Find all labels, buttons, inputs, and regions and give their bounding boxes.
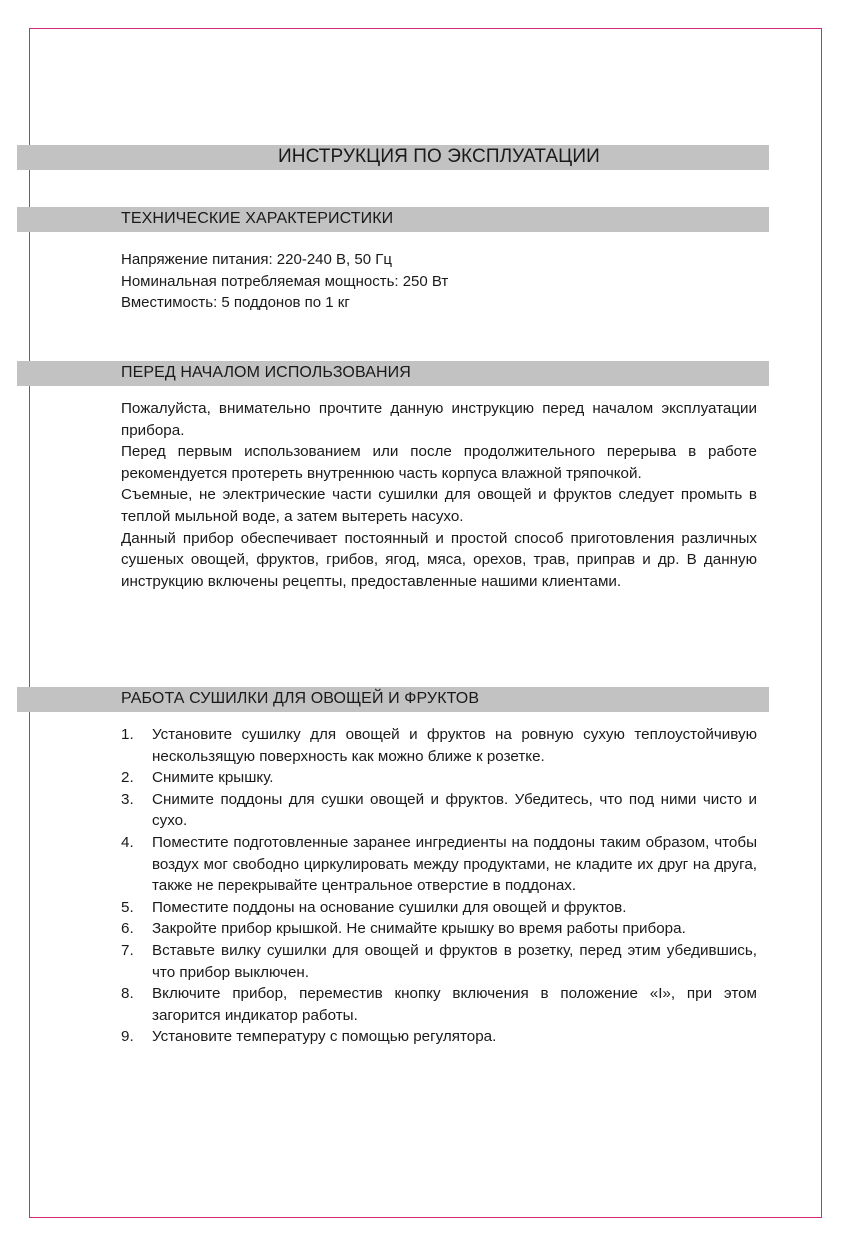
- operation-heading-bar: [17, 687, 769, 712]
- specs-list: [121, 249, 757, 314]
- before-use-heading: ПЕРЕД НАЧАЛОМ ИСПОЛЬЗОВАНИЯ: [121, 364, 411, 381]
- step-text: Поместите подготовленные заранее ингредиенты на поддоны таким образом, чтобы воздух мог свободно циркулировать между продуктами, не кладите их друг на друга, также не перекрывайте центральное отверстие в поддонах.: [152, 833, 757, 895]
- step-number: 9.: [121, 1028, 134, 1046]
- step-text: Включите прибор, переместив кнопку включения в положение «I», при этом загорится индикатор работы.: [152, 985, 757, 1024]
- list-item: [121, 1026, 757, 1048]
- list-item: [121, 983, 757, 1026]
- step-text: Снимите крышку.: [152, 769, 274, 787]
- operation-heading: РАБОТА СУШИЛКИ ДЛЯ ОВОЩЕЙ И ФРУКТОВ: [121, 690, 480, 707]
- spec-capacity: Вместимость: 5 поддонов по 1 кг: [121, 294, 350, 311]
- spec-voltage: Напряжение питания: 220-240 В, 50 Гц: [121, 251, 392, 268]
- list-item: [121, 789, 757, 832]
- list-item: [121, 897, 757, 919]
- step-text: Закройте прибор крышкой. Не снимайте крышку во время работы прибора.: [152, 920, 686, 938]
- spec-power: Номинальная потребляемая мощность: 250 Вт: [121, 272, 449, 290]
- step-text: Снимите поддоны для сушки овощей и фруктов. Убедитесь, что под ними чисто и сухо.: [152, 790, 757, 830]
- step-text: Установите сушилку для овощей и фруктов на ровную сухую теплоустойчивую нескользящую поверхность как можно ближе к розетке.: [152, 726, 757, 765]
- list-item: [121, 918, 757, 940]
- before-use-heading-bar: [17, 361, 769, 386]
- step-number: 4.: [121, 833, 134, 851]
- list-item: [121, 832, 757, 897]
- paragraph: Данный прибор обеспечивает постоянный и простой способ приготовления различных сушеных овощей, фруктов, грибов, ягод, мяса, орехов, трав, приправ и др. В данную инструкцию включены рецепты, предоставленные нашими клиентами.: [121, 529, 757, 590]
- step-number: 1.: [121, 726, 134, 743]
- list-item: [121, 724, 757, 767]
- list-item: [121, 767, 757, 789]
- step-text: Вставьте вилку сушилки для овощей и фруктов в розетку, перед этим убедившись, что прибор выключен.: [152, 941, 757, 981]
- page-title: ИНСТРУКЦИЯ ПО ЭКСПЛУАТАЦИИ: [278, 146, 600, 167]
- step-number: 3.: [121, 790, 134, 808]
- step-number: 7.: [121, 941, 134, 959]
- specs-heading-bar: [17, 207, 769, 232]
- step-number: 8.: [121, 985, 134, 1003]
- specs-heading: ТЕХНИЧЕСКИЕ ХАРАКТЕРИСТИКИ: [121, 210, 394, 227]
- list-item: [121, 940, 757, 983]
- title-bar: [17, 145, 769, 170]
- before-use-text: [121, 398, 757, 592]
- step-text: Установите температуру с помощью регулятора.: [152, 1028, 497, 1046]
- step-text: Поместите поддоны на основание сушилки для овощей и фруктов.: [152, 898, 627, 916]
- step-number: 2.: [121, 769, 134, 787]
- paragraph: Съемные, не электрические части сушилки для овощей и фруктов следует промыть в теплой мыльной воде, а затем вытереть насухо.: [121, 486, 757, 525]
- operation-steps: [121, 724, 757, 1048]
- step-number: 5.: [121, 898, 134, 916]
- paragraph: Перед первым использованием или после продолжительного перерыва в работе рекомендуется протереть внутреннюю часть корпуса влажной тряпочкой.: [121, 443, 757, 482]
- paragraph: Пожалуйста, внимательно прочтите данную инструкцию перед началом эксплуатации прибора.: [121, 400, 757, 439]
- step-number: 6.: [121, 920, 134, 938]
